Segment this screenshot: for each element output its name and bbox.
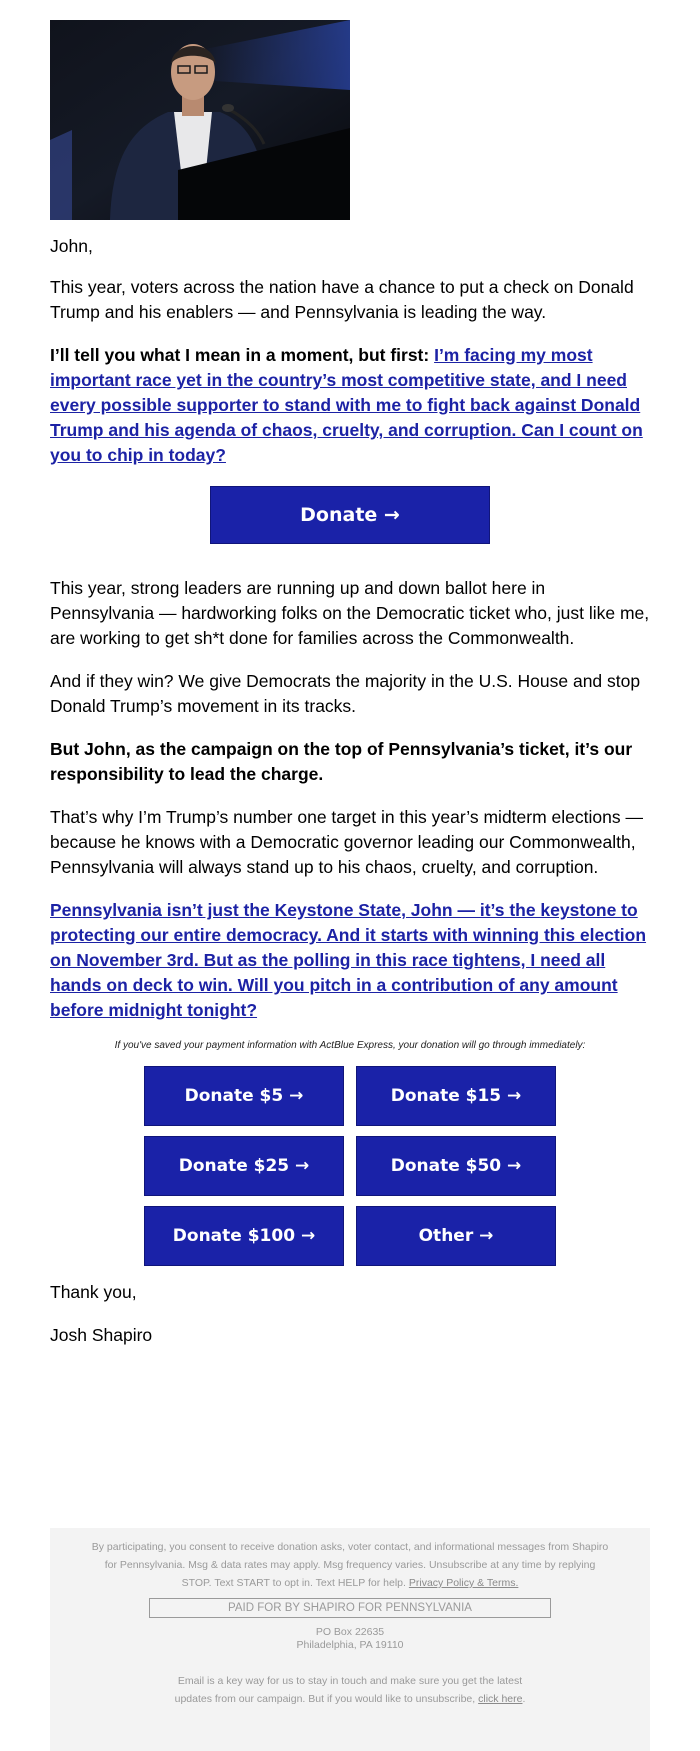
greeting: John, bbox=[50, 236, 93, 256]
address-line-1: PO Box 22635 bbox=[315, 1626, 385, 1638]
unsubscribe-link[interactable]: click here bbox=[478, 1693, 523, 1705]
intro-paragraph: This year, voters across the nation have a chance to put a check on Donald Trump and his enablers — and Pennsylvania is leading the way. bbox=[50, 277, 634, 322]
donate-50-button[interactable]: Donate $50 → bbox=[356, 1136, 556, 1196]
donate-other-button[interactable]: Other → bbox=[356, 1206, 556, 1266]
closing-line: Thank you, bbox=[50, 1282, 137, 1302]
unsubscribe-note bbox=[160, 1672, 540, 1708]
donate-25-button[interactable]: Donate $25 → bbox=[144, 1136, 344, 1196]
donate-button[interactable]: Donate → bbox=[210, 486, 490, 544]
leaders-paragraph: This year, strong leaders are running up and down ballot here in Pennsylvania — hardworking folks on the Democratic ticket who, just like me, are working to get sh*t done for families across the Commonwealth. bbox=[50, 578, 650, 648]
address-line-2: Philadelphia, PA 19110 bbox=[296, 1639, 404, 1651]
donate-15-button[interactable]: Donate $15 → bbox=[356, 1066, 556, 1126]
privacy-policy-link[interactable]: Privacy Policy & Terms. bbox=[408, 1577, 519, 1589]
footer-disclaimer bbox=[90, 1538, 610, 1592]
target-paragraph: That’s why I’m Trump’s number one target in this year’s midterm elections — because he knows with a Democratic governor leading our Commonwealth, Pennsylvania will always stand up to his chaos, cruelty, and corruption. bbox=[50, 807, 643, 877]
unsubscribe-text: Email is a key way for us to stay in touch and make sure you get the latest updates from our campaign. But if you would like to unsubscribe, bbox=[174, 1675, 523, 1705]
signature: Josh Shapiro bbox=[50, 1325, 153, 1345]
keystone-donate-link[interactable]: Pennsylvania isn’t just the Keystone State, John — it’s the keystone to protecting our entire democracy. And it starts with winning this election on November 3rd. But as the polling in this race tightens, I need all hands on deck to win. Will you pitch in a contribution of any amount before midnight tonight? bbox=[50, 900, 647, 1020]
unsubscribe-period: . bbox=[522, 1693, 526, 1705]
actblue-note: If you've saved your payment information with ActBlue Express, your donation will go through immediately: bbox=[114, 1040, 586, 1051]
donate-inline-link[interactable]: I’m facing my most important race yet in the country’s most competitive state, and I need every possible supporter to stand with me to fight back against Donald Trump and his agenda of chaos, cruelty, and corruption. Can I count on you to chip in today? bbox=[50, 345, 643, 465]
message-content bbox=[50, 234, 650, 1348]
responsibility-paragraph: But John, as the campaign on the top of Pennsylvania’s ticket, it’s our responsibility to lead the charge. bbox=[50, 739, 633, 784]
hero-photo bbox=[50, 20, 350, 220]
donate-100-button[interactable]: Donate $100 → bbox=[144, 1206, 344, 1266]
speaker-photo-image bbox=[50, 20, 350, 220]
keystone-paragraph bbox=[50, 898, 650, 1023]
donate-amount-grid bbox=[144, 1066, 556, 1266]
paid-for-box: PAID FOR BY SHAPIRO FOR PENNSYLVANIA bbox=[149, 1598, 551, 1618]
mailing-address bbox=[50, 1626, 650, 1652]
footer bbox=[50, 1528, 650, 1751]
donate-5-button[interactable]: Donate $5 → bbox=[144, 1066, 344, 1126]
ask-paragraph bbox=[50, 343, 650, 468]
disclaimer-text: By participating, you consent to receive donation asks, voter contact, and informational messages from Shapiro for Pennsylvania. Msg & data rates may apply. Msg frequency varies. Unsubscribe at any time by replying STOP. Text START to opt in. Text HELP for help. bbox=[91, 1541, 609, 1589]
house-majority-paragraph: And if they win? We give Democrats the majority in the U.S. House and stop Donald Trump’s movement in its tracks. bbox=[50, 671, 641, 716]
ask-lead-text: I’ll tell you what I mean in a moment, but first: bbox=[50, 345, 435, 365]
